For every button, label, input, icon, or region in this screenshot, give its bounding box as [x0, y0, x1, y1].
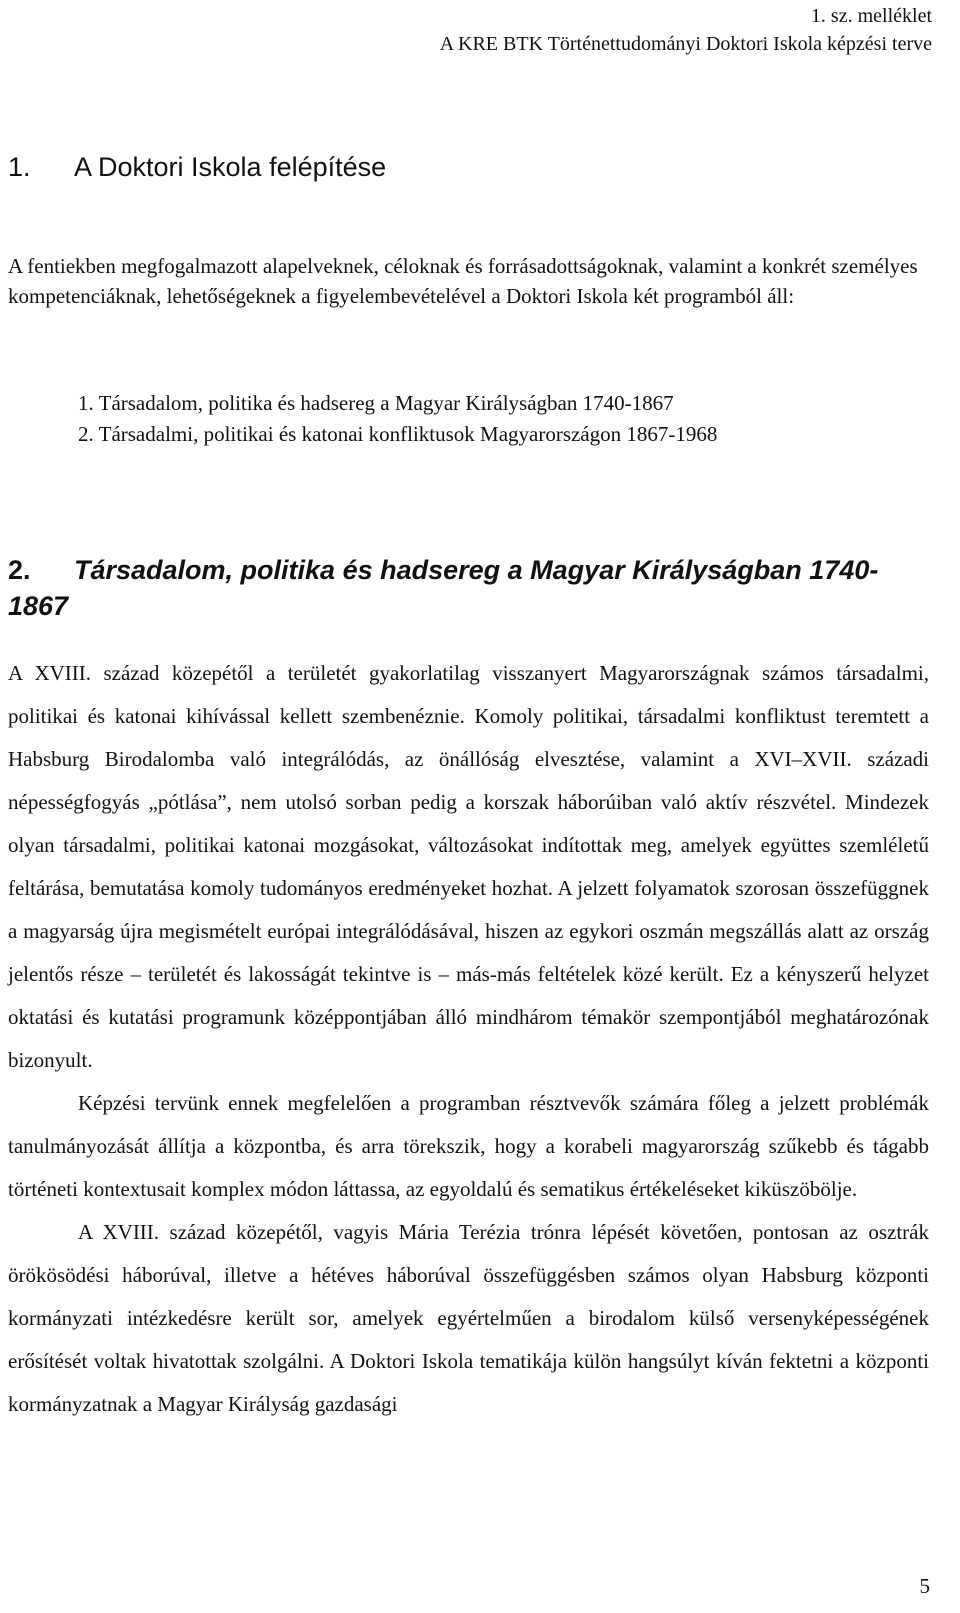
page-number: 5 [919, 1574, 930, 1598]
section-1-heading [8, 150, 928, 184]
section-2-body [8, 652, 929, 1426]
document-header [440, 2, 932, 58]
section-2-title: Társadalom, politika és hadsereg a Magyar Királyságban 1740-1867 [8, 555, 879, 621]
section-1-number: 1. [8, 152, 31, 182]
body-paragraph-3: A XVIII. század közepétől, vagyis Mária Terézia trónra lépését követően, pontosan az osztrák örökösödési háborúval, illetve a hétéves háborúval összefüggésben számos olyan Habsburg központi kormányzati intézkedésre került sor, amelyek egyértelműen a birodalom külső versenyképességének erősítését voltak hivatottak szolgálni. A Doktori Iskola tematikája külön hangsúlyt kíván fektetni a központi kormányzatnak a Magyar Királyság gazdasági [8, 1220, 929, 1416]
section-2-number: 2. [8, 555, 31, 585]
program-list [78, 388, 928, 450]
body-paragraph-2: Képzési tervünk ennek megfelelően a programban résztvevők számára főleg a jelzett problémák tanulmányozását állítja a központba, és arra törekszik, hogy a korabeli magyarország szűkebb és tágabb történeti kontextusait komplex módon láttassa, az egyoldalú és sematikus értékeléseket kiküszöbölje. [8, 1091, 929, 1201]
body-paragraph-1: A XVIII. század közepétől a területét gyakorlatilag visszanyert Magyarországnak számos társadalmi, politikai és katonai kihívással kellett szembenéznie. Komoly politikai, társadalmi konfliktust teremtett a Habsburg Birodalomba való integrálódás, az önállóság elvesztése, valamint a XVI–XVII. századi népességfogyás „pótlása”, nem utolsó sorban pedig a korszak háborúiban való aktív részvétel. Mindezek olyan társadalmi, politikai katonai mozgásokat, változásokat indítottak meg, amelyek együttes szemléletű feltárása, bemutatása komoly tudományos eredményeket hozhat. A jelzett folyamatok szorosan összefüggnek a magyarság újra megismételt európai integrálódásával, hiszen az egykori oszmán megszállás alatt az ország jelentős része – területét és lakosságát tekintve is – más-más feltételek közé került. Ez a kényszerű helyzet oktatási és kutatási programunk középpontjában álló mindhárom témakör szempontjából meghatározónak bizonyult. [8, 661, 929, 1072]
section-1-title: A Doktori Iskola felépítése [74, 152, 387, 182]
annex-label: 1. sz. melléklet [810, 5, 932, 27]
document-subtitle: A KRE BTK Történettudományi Doktori Iskola képzési terve [439, 33, 932, 55]
section-1-intro: A fentiekben megfogalmazott alapelveknek, céloknak és forrásadottságoknak, valamint a konkrét személyes kompetenciáknak, lehetőségeknek a figyelembevételével a Doktori Iskola két programból áll: [8, 254, 918, 308]
program-item-1: 1. Társadalom, politika és hadsereg a Magyar Királyságban 1740-1867 [78, 391, 674, 415]
section-2-heading [8, 552, 928, 624]
program-item-2: 2. Társadalmi, politikai és katonai konfliktusok Magyarországon 1867-1968 [78, 422, 718, 446]
